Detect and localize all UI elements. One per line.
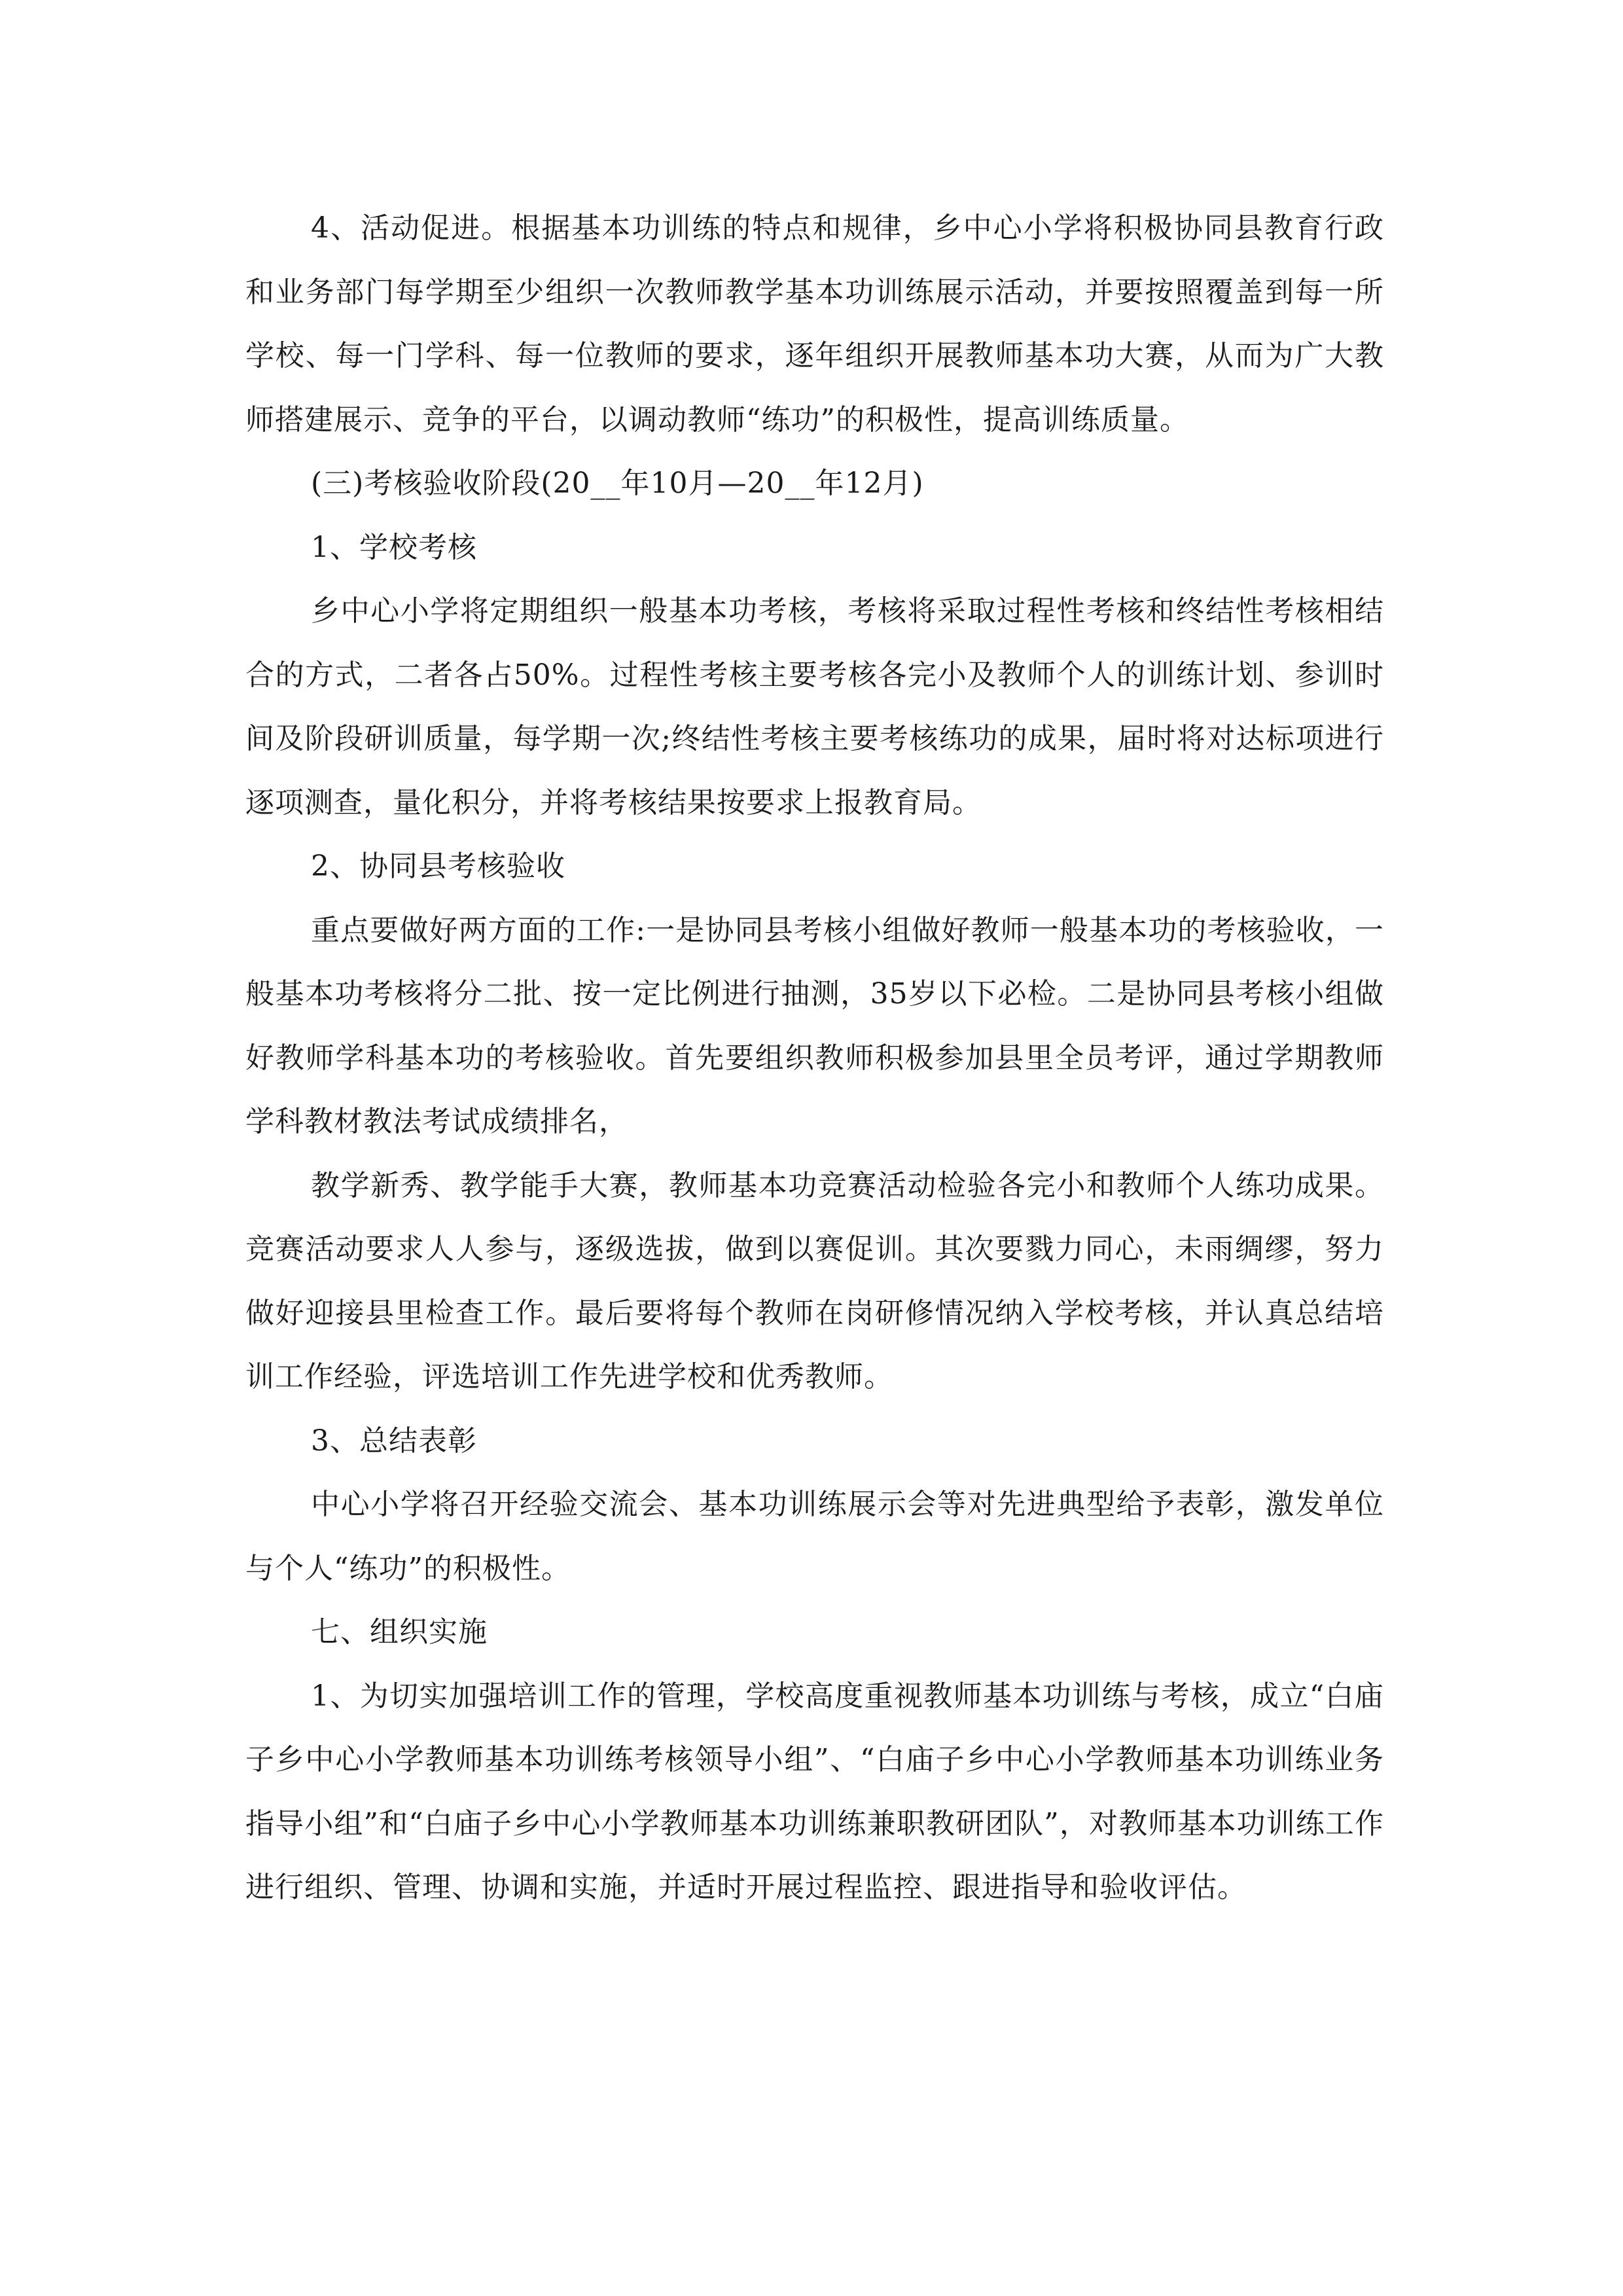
paragraph-summary-commendation: 中心小学将召开经验交流会、基本功训练展示会等对先进典型给予表彰，激发单位与个人“练功”的积极性。 — [245, 1488, 1384, 1585]
section-heading-assessment-stage: (三)考核验收阶段(20__年10月—20__年12月) — [311, 467, 924, 500]
subheading-county-assessment: 2、协同县考核验收 — [311, 850, 565, 883]
subheading-school-assessment: 1、学校考核 — [311, 530, 477, 564]
paragraph-county-assessment: 重点要做好两方面的工作:一是协同县考核小组做好教师一般基本功的考核验收，一般基本功考核将分二批、按一定比例进行抽测，35岁以下必检。二是协同县考核小组做好教师学科基本功的考核验收。首先要组织教师积极参加县里全员考评，通过学期教师学科教材教法考试成绩排名， — [245, 913, 1384, 1138]
paragraph-organization: 1、为切实加强培训工作的管理，学校高度重视教师基本功训练与考核，成立“白庙子乡中心小学教师基本功训练考核领导小组”、“白庙子乡中心小学教师基本功训练业务指导小组”和“白庙子乡中心小学教师基本功训练兼职教研团队”，对教师基本功训练工作进行组织、管理、协调和实施，并适时开展过程监控、跟进指导和验收评估。 — [245, 1679, 1384, 1904]
paragraph-activity-promotion: 4、活动促进。根据基本功训练的特点和规律，乡中心小学将积极协同县教育行政和业务部门每学期至少组织一次教师教学基本功训练展示活动，并要按照覆盖到每一所学校、每一门学科、每一位教师的要求，逐年组织开展教师基本功大赛，从而为广大教师搭建展示、竞争的平台，以调动教师“练功”的积极性，提高训练质量。 — [245, 211, 1384, 437]
subheading-summary-commendation: 3、总结表彰 — [311, 1424, 477, 1458]
document-body — [245, 196, 1384, 1920]
paragraph-competitions: 教学新秀、教学能手大赛，教师基本功竞赛活动检验各完小和教师个人练功成果。竞赛活动要求人人参与，逐级选拔，做到以赛促训。其次要戮力同心，未雨绸缪，努力做好迎接县里检查工作。最后要将每个教师在岗研修情况纳入学校考核，并认真总结培训工作经验，评选培训工作先进学校和优秀教师。 — [245, 1168, 1384, 1393]
paragraph-school-assessment: 乡中心小学将定期组织一般基本功考核，考核将采取过程性考核和终结性考核相结合的方式，二者各占50%。过程性考核主要考核各完小及教师个人的训练计划、参训时间及阶段研训质量，每学期一次;终结性考核主要考核练功的成果，届时将对达标项进行逐项测查，量化积分，并将考核结果按要求上报教育局。 — [245, 594, 1384, 819]
section-heading-organization: 七、组织实施 — [311, 1615, 488, 1649]
